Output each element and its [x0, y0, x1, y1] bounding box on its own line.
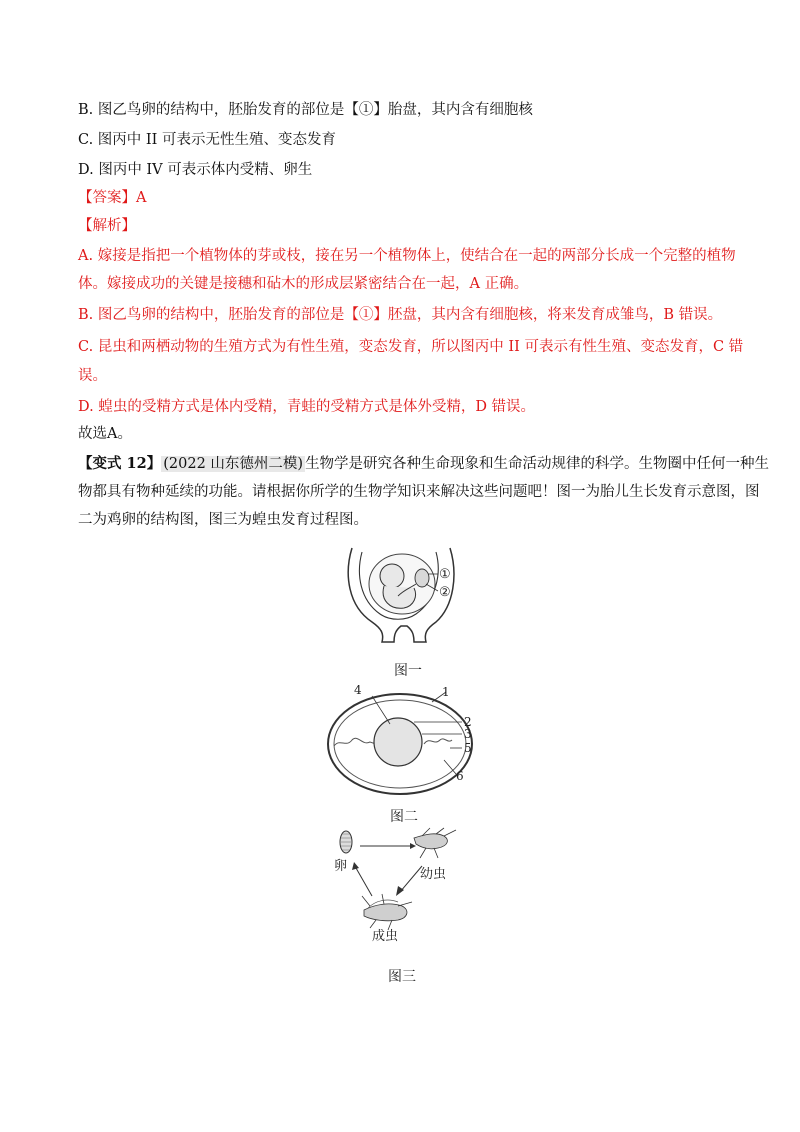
egg-structure-figure	[314, 684, 494, 796]
question-line3: 二为鸡卵的结构图，图三为蝗虫发育过程图。	[78, 512, 368, 528]
fig3-label-adult: 成虫	[372, 929, 399, 944]
conclusion: 故选A。	[78, 426, 132, 442]
fig2-label-6: 6	[456, 769, 464, 783]
fig3-label-nymph: 幼虫	[420, 867, 447, 882]
question-source: (2022 山东德州二模)	[163, 456, 304, 472]
fig1-label-2: ②	[439, 585, 451, 600]
fig1-label-1: ①	[439, 567, 451, 582]
fig2-label-2: 2	[464, 715, 472, 729]
locust-lifecycle-figure	[326, 826, 476, 948]
fig3-label-egg: 卵	[334, 859, 348, 874]
fig2-caption: 图二	[390, 809, 418, 825]
fig2-label-4: 4	[354, 684, 362, 697]
analysis-a-line1: A. 嫁接是指把一个植物体的芽或枝，接在另一个植物体上，使结合在一起的两部分长成一个完整的植物	[78, 248, 736, 264]
question-line1	[78, 454, 770, 474]
fig1-caption: 图一	[394, 663, 422, 679]
analysis-c-line1: C. 昆虫和两栖动物的生殖方式为有性生殖，变态发育，所以图丙中 II 可表示有性生殖、变态发育，C 错	[78, 339, 744, 355]
question-tag: 【变式 12】	[78, 455, 162, 472]
answer-label: 【答案】A	[78, 190, 147, 206]
fig2-label-5: 5	[464, 741, 472, 755]
option-b: B. 图乙鸟卵的结构中，胚胎发育的部位是【①】胎盘，其内含有细胞核	[78, 102, 533, 118]
fetus-figure	[344, 544, 474, 644]
option-d: D. 图丙中 IV 可表示体内受精、卵生	[78, 162, 313, 178]
fig3-caption: 图三	[388, 969, 416, 985]
fig2-label-1: 1	[442, 685, 450, 699]
option-c: C. 图丙中 II 可表示无性生殖、变态发育	[78, 132, 336, 148]
analysis-a-line2: 体。嫁接成功的关键是接穗和砧木的形成层紧密结合在一起，A 正确。	[78, 276, 529, 292]
question-text-1: 生物学是研究各种生命现象和生命活动规律的科学。生物圈中任何一种生	[305, 456, 770, 472]
fig2-label-3: 3	[464, 727, 472, 741]
analysis-label: 【解析】	[78, 218, 136, 234]
analysis-b: B. 图乙鸟卵的结构中，胚胎发育的部位是【①】胚盘，其内含有细胞核，将来发育成雏鸟，B 错误。	[78, 307, 723, 323]
analysis-d: D. 蝗虫的受精方式是体内受精，青蛙的受精方式是体外受精，D 错误。	[78, 399, 536, 415]
analysis-c-line2: 误。	[78, 368, 107, 384]
question-line2: 物都具有物种延续的功能。请根据你所学的生物学知识来解决这些问题吧！图一为胎儿生长发育示意图，图	[78, 484, 760, 500]
